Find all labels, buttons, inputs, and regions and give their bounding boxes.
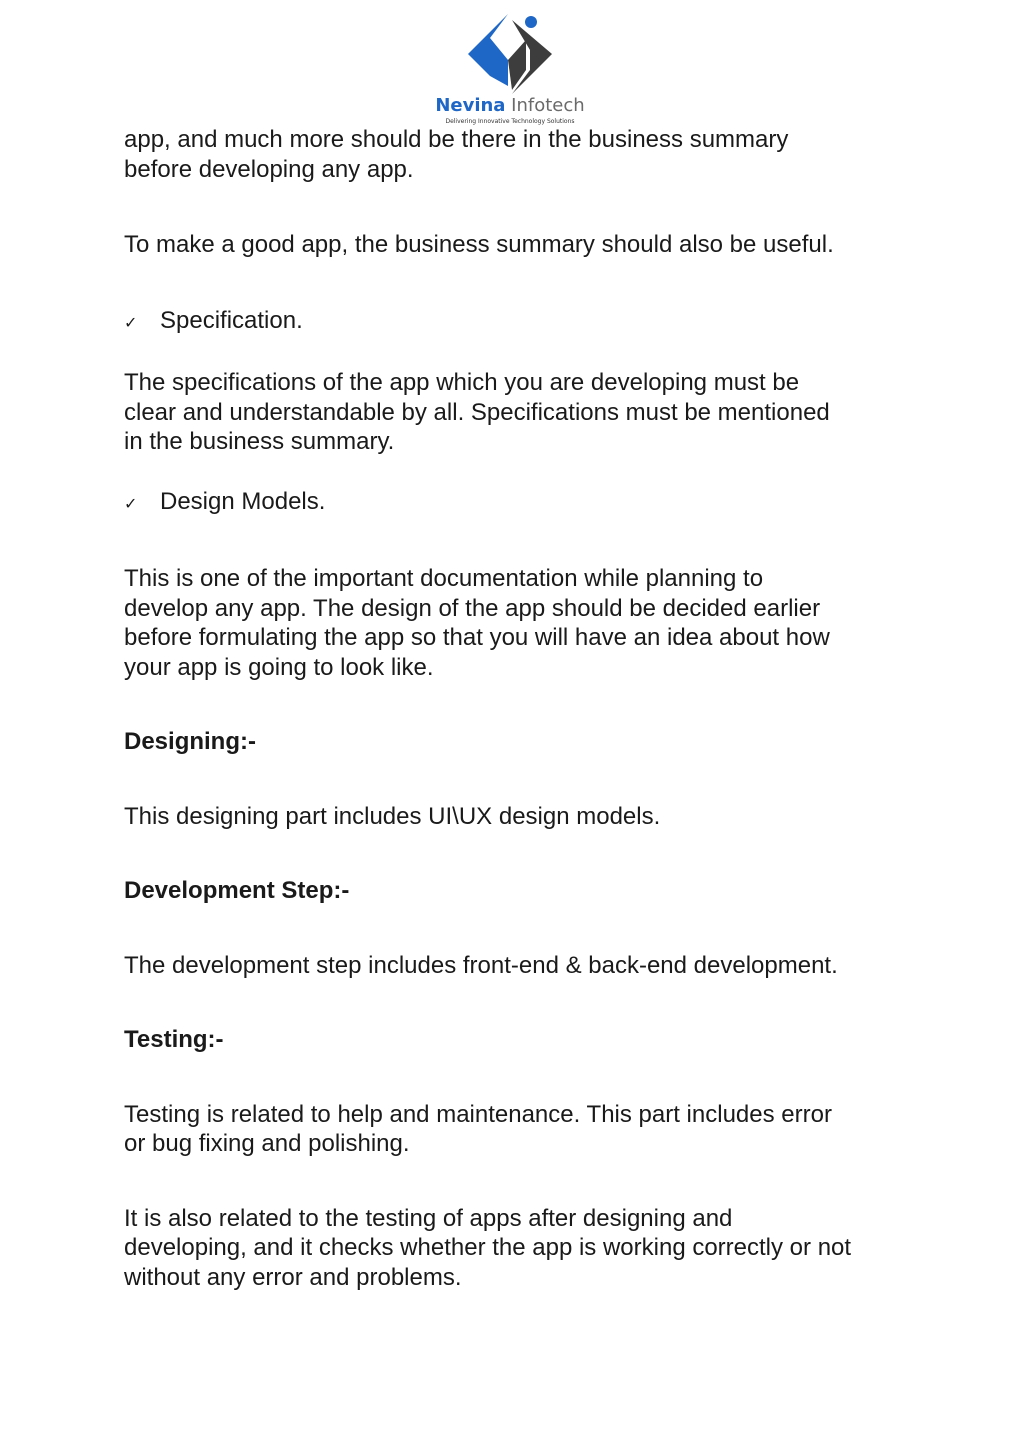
paragraph: The development step includes front-end & back-end development. <box>124 951 838 979</box>
text-line: develop any app. The design of the app should be decided earlier <box>124 594 821 622</box>
text-line: clear and understandable by all. Specifications must be mentioned <box>124 398 830 426</box>
bullet-item <box>124 487 914 519</box>
nevina-logo-mark-icon <box>460 10 560 96</box>
section-heading: Development Step:- <box>124 877 350 904</box>
text-line: before formulating the app so that you will have an idea about how <box>124 624 830 651</box>
paragraph <box>124 1100 914 1159</box>
paragraph <box>124 368 914 457</box>
logo-tagline: Delivering Innovative Technology Solutions <box>445 118 575 125</box>
text-line: developing, and it checks whether the app is working correctly or not <box>124 1234 852 1261</box>
logo-brand-part1: Nevina <box>435 95 506 116</box>
text-line: This is one of the important documentation while planning to <box>124 565 764 592</box>
text-line: It is also related to the testing of apps after designing and <box>124 1204 733 1232</box>
section-heading: Testing:- <box>124 1026 224 1053</box>
bullet-label: Specification. <box>160 306 303 334</box>
bullet-item <box>124 306 914 338</box>
text-line: The specifications of the app which you are developing must be <box>124 369 800 396</box>
checkmark-icon: ✓ <box>124 493 138 513</box>
text-line: Testing is related to help and maintenance. This part includes error <box>124 1100 832 1128</box>
text-line: app, and much more should be there in the business summary <box>124 126 789 153</box>
bullet-label: Design Models. <box>160 487 326 515</box>
text-line: your app is going to look like. <box>124 653 434 681</box>
text-line: before developing any app. <box>124 155 414 183</box>
text-line: or bug fixing and polishing. <box>124 1130 410 1157</box>
paragraph: This designing part includes UI\UX design models. <box>124 802 661 830</box>
checkmark-icon: ✓ <box>124 312 138 332</box>
text-line: in the business summary. <box>124 428 395 455</box>
section-heading: Designing:- <box>124 728 256 755</box>
paragraph <box>124 564 914 682</box>
paragraph: To make a good app, the business summary should also be useful. <box>124 231 834 258</box>
company-logo <box>420 10 600 130</box>
logo-brand-name <box>420 96 600 116</box>
logo-brand-part2: Infotech <box>505 95 585 116</box>
text-line: without any error and problems. <box>124 1263 462 1291</box>
document-body <box>124 125 914 1292</box>
paragraph <box>124 125 914 184</box>
paragraph <box>124 1204 914 1293</box>
